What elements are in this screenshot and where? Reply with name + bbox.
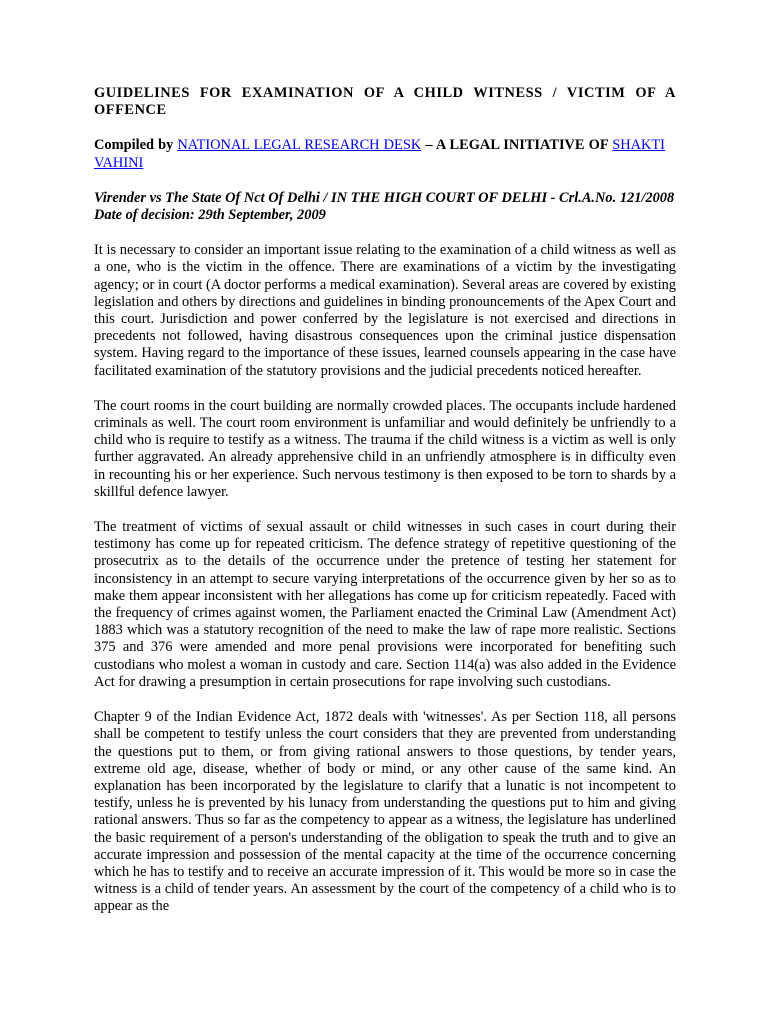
national-legal-research-desk-link[interactable]: NATIONAL LEGAL RESEARCH DESK (177, 137, 422, 154)
compiled-by-middle: – A LEGAL INITIATIVE OF (421, 137, 613, 154)
paragraph-2: The court rooms in the court building are normally crowded places. The occupants include hardened criminals as well. The court room environment is unfamiliar and would definitely be unfriendly to a child who is require to testify as a witness. The trauma if the child witness is a victim as well is only further aggravated. An already apprehensive child in an unfriendly atmosphere is in difficulty even in recounting his or her experience. Such nervous testimony is then exposed to be torn to shards by a skillful defence lawyer. (94, 397, 676, 500)
document-content (94, 85, 676, 916)
paragraph-1: It is necessary to consider an important issue relating to the examination of a child witness as well as a one, who is the victim in the offence. There are examinations of a victim by the investigating agency; or in court (A doctor performs a medical examination). Several areas are covered by existing legislation and others by directions and guidelines in binding pronouncements of the Apex Court and this court. Jurisdiction and power conferred by the legislature is not exercised and directions in precedents not followed, having disastrous consequences upon the criminal justice dispensation system. Having regard to the importance of these issues, learned counsels appearing in the case have facilitated examination of the statutory provisions and the judicial precedents noticed hereafter. (94, 242, 676, 379)
paragraph-4: Chapter 9 of the Indian Evidence Act, 1872 deals with 'witnesses'. As per Section 118, all persons shall be competent to testify unless the court considers that they are prevented from understanding the questions put to them, or from giving rational answers to those questions, by tender years, extreme old age, disease, whether of body or mind, or any other cause of the same kind. An explanation has been incorporated by the legislature to clarify that a lunatic is not incompetent to testify, unless he is prevented by his lunacy from understanding the questions put to him and giving rational answers. Thus so far as the competency to appear as a witness, the legislature has underlined the basic requirement of a person's understanding of the obligation to speak the truth and to give an accurate impression and possession of the mental capacity at the time of the occurrence concerning which he has to testify and to receive an accurate impression of it. This would be more so in case the witness is a child of tender years. An assessment by the court of the competency of a child who is to appear as the (94, 709, 676, 915)
compiled-by-prefix: Compiled by (94, 137, 178, 154)
compiled-by-line (94, 137, 676, 171)
paragraph-3: The treatment of victims of sexual assault or child witnesses in such cases in court during their testimony has come up for repeated criticism. The defence strategy of repetitive questioning of the prosecutrix as to the details of the occurrence under the pretence of testing her statement for inconsistency in an attempt to secure varying interpretations of the occurrence given by her so as to make them appear inconsistent with her allegations has come up for criticism repeatedly. Faced with the frequency of crimes against women, the Parliament enacted the Criminal Law (Amendment Act) 1883 which was a statutory recognition of the need to make the law of rape more realistic. Sections 375 and 376 were amended and more penal provisions were incorporated for benefiting such custodians who molest a woman in custody and care. Section 114(a) was also added in the Evidence Act for drawing a presumption in certain prosecutions for rape involving such custodians. (94, 519, 676, 690)
document-title: GUIDELINES FOR EXAMINATION OF A CHILD WITNESS / VICTIM OF A OFFENCE (94, 85, 676, 119)
shakti-vahini-link[interactable]: SHAKTI VAHINI (94, 137, 665, 171)
case-citation: Virender vs The State Of Nct Of Delhi / IN THE HIGH COURT OF DELHI - Crl.A.No. 121/2008 Date of decision: 29th September, 2009 (94, 189, 675, 224)
